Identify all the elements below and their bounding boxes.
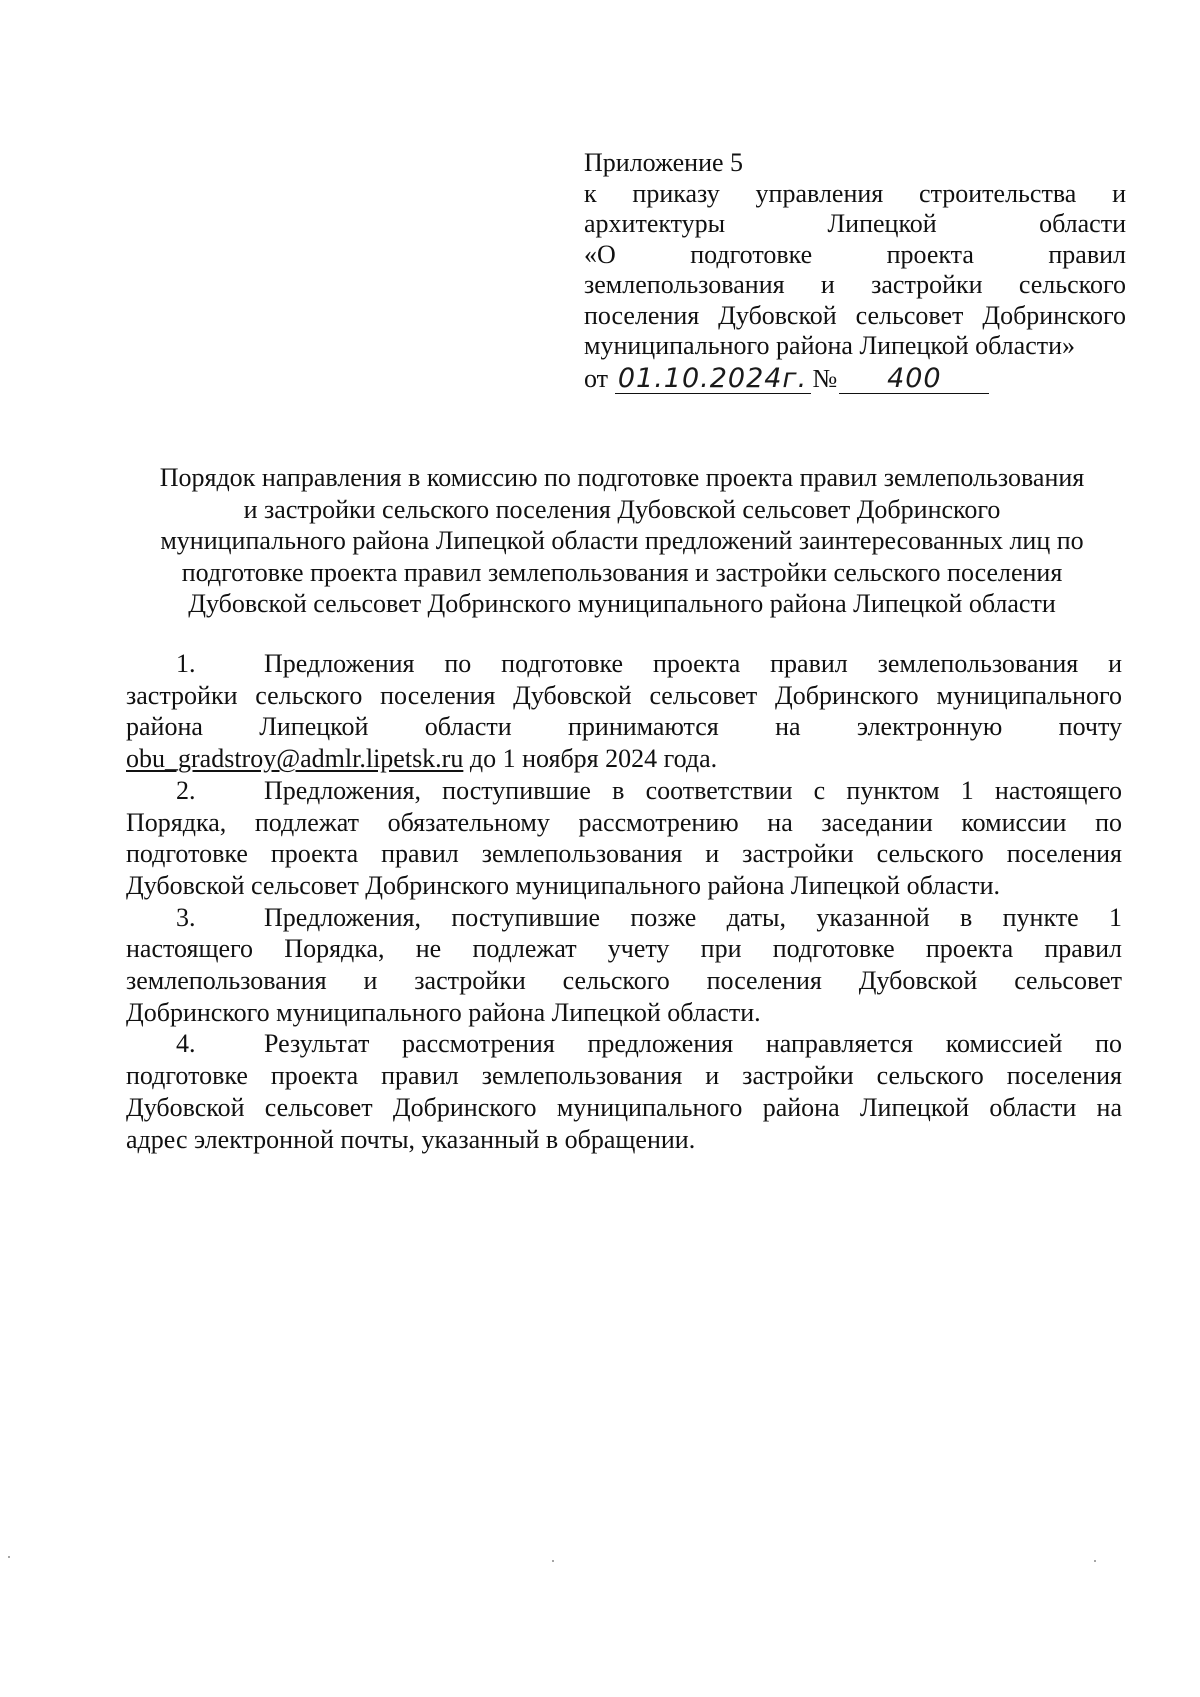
list-item — [126, 902, 1122, 1029]
item-first-line — [126, 648, 1122, 680]
appendix-line: муниципального района Липецкой области» — [584, 331, 1076, 360]
title-line: муниципального района Липецкой области предложений заинтересованных лиц по — [160, 526, 1084, 555]
item-line: подготовке проекта правил землепользования и застройки сельского поселения — [126, 1061, 1122, 1091]
item-line: застройки сельского поселения Дубовской сельсовет Добринского муниципального — [126, 680, 1122, 710]
item-line: Порядка, подлежат обязательному рассмотрению на заседании комиссии по — [126, 807, 1122, 837]
item-text: Предложения, поступившие в соответствии с пунктом 1 настоящего — [264, 775, 1122, 805]
scan-speck — [552, 1560, 554, 1562]
item-first-line — [126, 902, 1122, 934]
item-text: Предложения по подготовке проекта правил землепользования и — [264, 649, 1122, 678]
list-item — [126, 775, 1122, 902]
handwritten-number: 400 — [839, 365, 989, 394]
item-number: 2. — [176, 775, 196, 805]
order-date-number-line — [584, 364, 1126, 395]
document-body — [126, 648, 1122, 1155]
scan-speck — [1094, 1560, 1096, 1562]
appendix-header — [584, 148, 1126, 394]
appendix-title: Приложение 5 — [584, 148, 744, 177]
number-label: № — [812, 363, 838, 393]
item-first-line — [126, 775, 1122, 807]
appendix-line: поселения Дубовской сельсовет Добринского — [584, 300, 1126, 330]
appendix-line: землепользования и застройки сельского — [584, 270, 1126, 299]
item-text: Предложения, поступившие позже даты, указанной в пункте 1 — [264, 902, 1122, 932]
item-line: землепользования и застройки сельского поселения Дубовской сельсовет — [126, 966, 1122, 996]
item-line: района Липецкой области принимаются на электронную почту — [126, 712, 1122, 742]
item-line — [126, 743, 1122, 775]
list-item — [126, 648, 1122, 775]
item-line: Дубовской сельсовет Добринского муниципального района Липецкой области. — [126, 870, 1000, 900]
handwritten-date: 01.10.2024г. — [615, 365, 811, 394]
appendix-line: к приказу управления строительства и — [584, 178, 1126, 208]
item-line: Добринского муниципального района Липецкой области. — [126, 997, 761, 1027]
title-line: и застройки сельского поселения Дубовской сельсовет Добринского — [243, 494, 1001, 524]
item-text: Результат рассмотрения предложения направляется комиссией по — [264, 1029, 1122, 1059]
item-line: адрес электронной почты, указанный в обращении. — [126, 1124, 696, 1154]
date-prefix: от — [584, 363, 609, 393]
item-number: 3. — [176, 902, 196, 932]
item-number: 4. — [176, 1029, 196, 1059]
appendix-line: «О подготовке проекта правил — [584, 239, 1126, 269]
list-item — [126, 1028, 1122, 1155]
appendix-line: архитектуры Липецкой области — [584, 209, 1126, 238]
document-title — [120, 462, 1124, 620]
item-line: подготовке проекта правил землепользования и застройки сельского поселения — [126, 839, 1122, 869]
item-number: 1. — [176, 649, 196, 678]
scan-speck — [8, 1556, 10, 1558]
item-text: до 1 ноября 2024 года. — [463, 744, 718, 774]
item-line: Дубовской сельсовет Добринского муниципального района Липецкой области на — [126, 1092, 1122, 1122]
email-link[interactable]: obu_gradstroy@admlr.lipetsk.ru — [126, 744, 464, 774]
title-line: подготовке проекта правил землепользования и застройки сельского поселения — [181, 557, 1063, 587]
item-first-line — [126, 1028, 1122, 1060]
title-line: Порядок направления в комиссию по подготовке проекта правил землепользования — [159, 463, 1085, 492]
title-line: Дубовской сельсовет Добринского муниципального района Липецкой области — [188, 589, 1056, 618]
item-line: настоящего Порядка, не подлежат учету при подготовке проекта правил — [126, 934, 1122, 964]
